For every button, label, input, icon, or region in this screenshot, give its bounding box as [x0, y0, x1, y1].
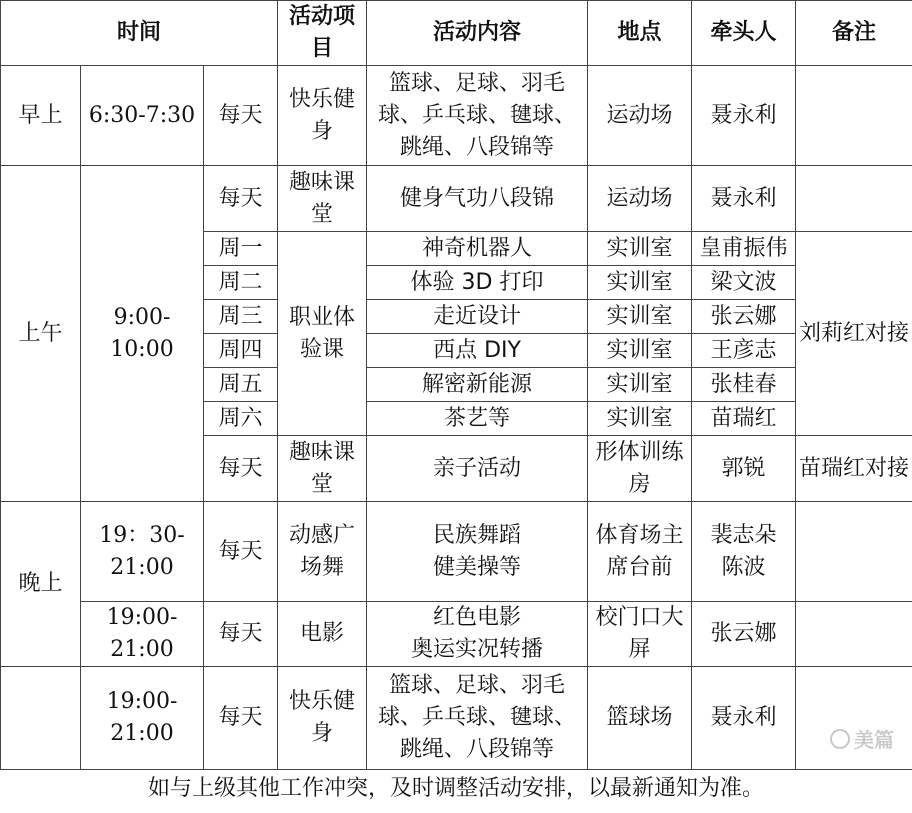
day-cell: 周三 — [204, 300, 278, 334]
place-cell: 体育场主席台前 — [588, 502, 692, 602]
leader-cell: 聂永利 — [692, 66, 796, 166]
place-cell: 运动场 — [588, 66, 692, 166]
place-cell: 运动场 — [588, 166, 692, 232]
day-cell: 每天 — [204, 667, 278, 770]
period-evening: 晚上 — [1, 502, 81, 667]
table-row — [1, 502, 912, 602]
place-cell: 形体训练房 — [588, 436, 692, 502]
content-cell: 体验 3D 打印 — [367, 266, 588, 300]
content-line: 红色电影 — [433, 605, 522, 630]
project-cell: 快乐健身 — [278, 66, 367, 166]
project-cell: 电影 — [278, 602, 367, 667]
header-row — [1, 1, 912, 66]
leader-cell: 聂永利 — [692, 667, 796, 770]
period-cell-empty — [1, 667, 81, 770]
content-line: 民族舞蹈 — [433, 522, 522, 548]
leader-cell: 苗瑞红 — [692, 402, 796, 436]
header-remark: 备注 — [796, 1, 912, 66]
content-cell: 神奇机器人 — [367, 232, 588, 266]
content-cell: 西点 DIY — [367, 334, 588, 368]
day-cell: 每天 — [204, 502, 278, 602]
content-cell: 亲子活动 — [367, 436, 588, 502]
table-row — [1, 602, 912, 667]
day-cell: 周一 — [204, 232, 278, 266]
content-cell: 篮球、足球、羽毛球、乒乓球、毽球、跳绳、八段锦等 — [367, 667, 588, 770]
leader-cell: 张桂春 — [692, 368, 796, 402]
day-cell: 周二 — [204, 266, 278, 300]
content-cell: 茶艺等 — [367, 402, 588, 436]
watermark — [830, 724, 894, 753]
leader-cell: 张云娜 — [692, 300, 796, 334]
table-row — [1, 667, 912, 770]
place-cell: 实训室 — [588, 266, 692, 300]
leader-cell: 梁文波 — [692, 266, 796, 300]
table-row — [1, 166, 912, 232]
content-line: 健美操等 — [433, 554, 522, 580]
leader-cell: 皇甫振伟 — [692, 232, 796, 266]
time-cell: 19:00-21:00 — [81, 667, 204, 770]
remark-cell — [796, 166, 912, 232]
time-cell: 19：30-21:00 — [81, 502, 204, 602]
place-cell: 实训室 — [588, 232, 692, 266]
time-cell: 9:00-10:00 — [81, 166, 204, 502]
remark-cell — [796, 667, 912, 770]
header-time: 时间 — [1, 1, 278, 66]
project-cell: 动感广场舞 — [278, 502, 367, 602]
time-cell: 6:30-7:30 — [81, 66, 204, 166]
project-cell: 快乐健身 — [278, 667, 367, 770]
day-cell: 周五 — [204, 368, 278, 402]
leader-cell — [692, 502, 796, 602]
content-cell: 健身气功八段锦 — [367, 166, 588, 232]
leader-cell: 王彦志 — [692, 334, 796, 368]
place-cell: 实训室 — [588, 368, 692, 402]
day-cell: 每天 — [204, 166, 278, 232]
content-cell — [367, 602, 588, 667]
day-cell: 每天 — [204, 436, 278, 502]
content-cell: 解密新能源 — [367, 368, 588, 402]
leader-cell: 张云娜 — [692, 602, 796, 667]
watermark-text: 美篇 — [854, 728, 894, 752]
header-project: 活动项目 — [278, 1, 367, 66]
place-cell: 篮球场 — [588, 667, 692, 770]
project-cell: 职业体验课 — [278, 232, 367, 436]
table-row — [1, 66, 912, 166]
place-cell: 实训室 — [588, 300, 692, 334]
content-cell: 篮球、足球、羽毛球、乒乓球、毽球、跳绳、八段锦等 — [367, 66, 588, 166]
place-cell: 校门口大屏 — [588, 602, 692, 667]
day-cell: 每天 — [204, 602, 278, 667]
content-cell: 走近设计 — [367, 300, 588, 334]
day-cell: 周六 — [204, 402, 278, 436]
remark-cell — [796, 66, 912, 166]
footnote: 如与上级其他工作冲突，及时调整活动安排，以最新通知为准。 — [147, 776, 764, 801]
day-cell: 周四 — [204, 334, 278, 368]
header-place: 地点 — [588, 1, 692, 66]
remark-cell — [796, 502, 912, 602]
remark-cell: 刘莉红对接 — [796, 232, 912, 436]
content-line: 奥运实况转播 — [411, 637, 544, 662]
project-cell: 趣味课堂 — [278, 166, 367, 232]
content-cell — [367, 502, 588, 602]
leader-line: 陈波 — [721, 554, 766, 580]
remark-cell: 苗瑞红对接 — [796, 436, 912, 502]
watermark-logo-icon — [830, 729, 850, 749]
header-content: 活动内容 — [367, 1, 588, 66]
period-morning: 早上 — [1, 66, 81, 166]
leader-cell: 郭锐 — [692, 436, 796, 502]
remark-cell — [796, 602, 912, 667]
place-cell: 实训室 — [588, 402, 692, 436]
leader-cell: 聂永利 — [692, 166, 796, 232]
leader-line: 裴志朵 — [710, 522, 777, 548]
project-cell: 趣味课堂 — [278, 436, 367, 502]
time-cell: 19:00-21:00 — [81, 602, 204, 667]
header-leader: 牵头人 — [692, 1, 796, 66]
day-cell: 每天 — [204, 66, 278, 166]
period-forenoon: 上午 — [1, 166, 81, 502]
place-cell: 实训室 — [588, 334, 692, 368]
